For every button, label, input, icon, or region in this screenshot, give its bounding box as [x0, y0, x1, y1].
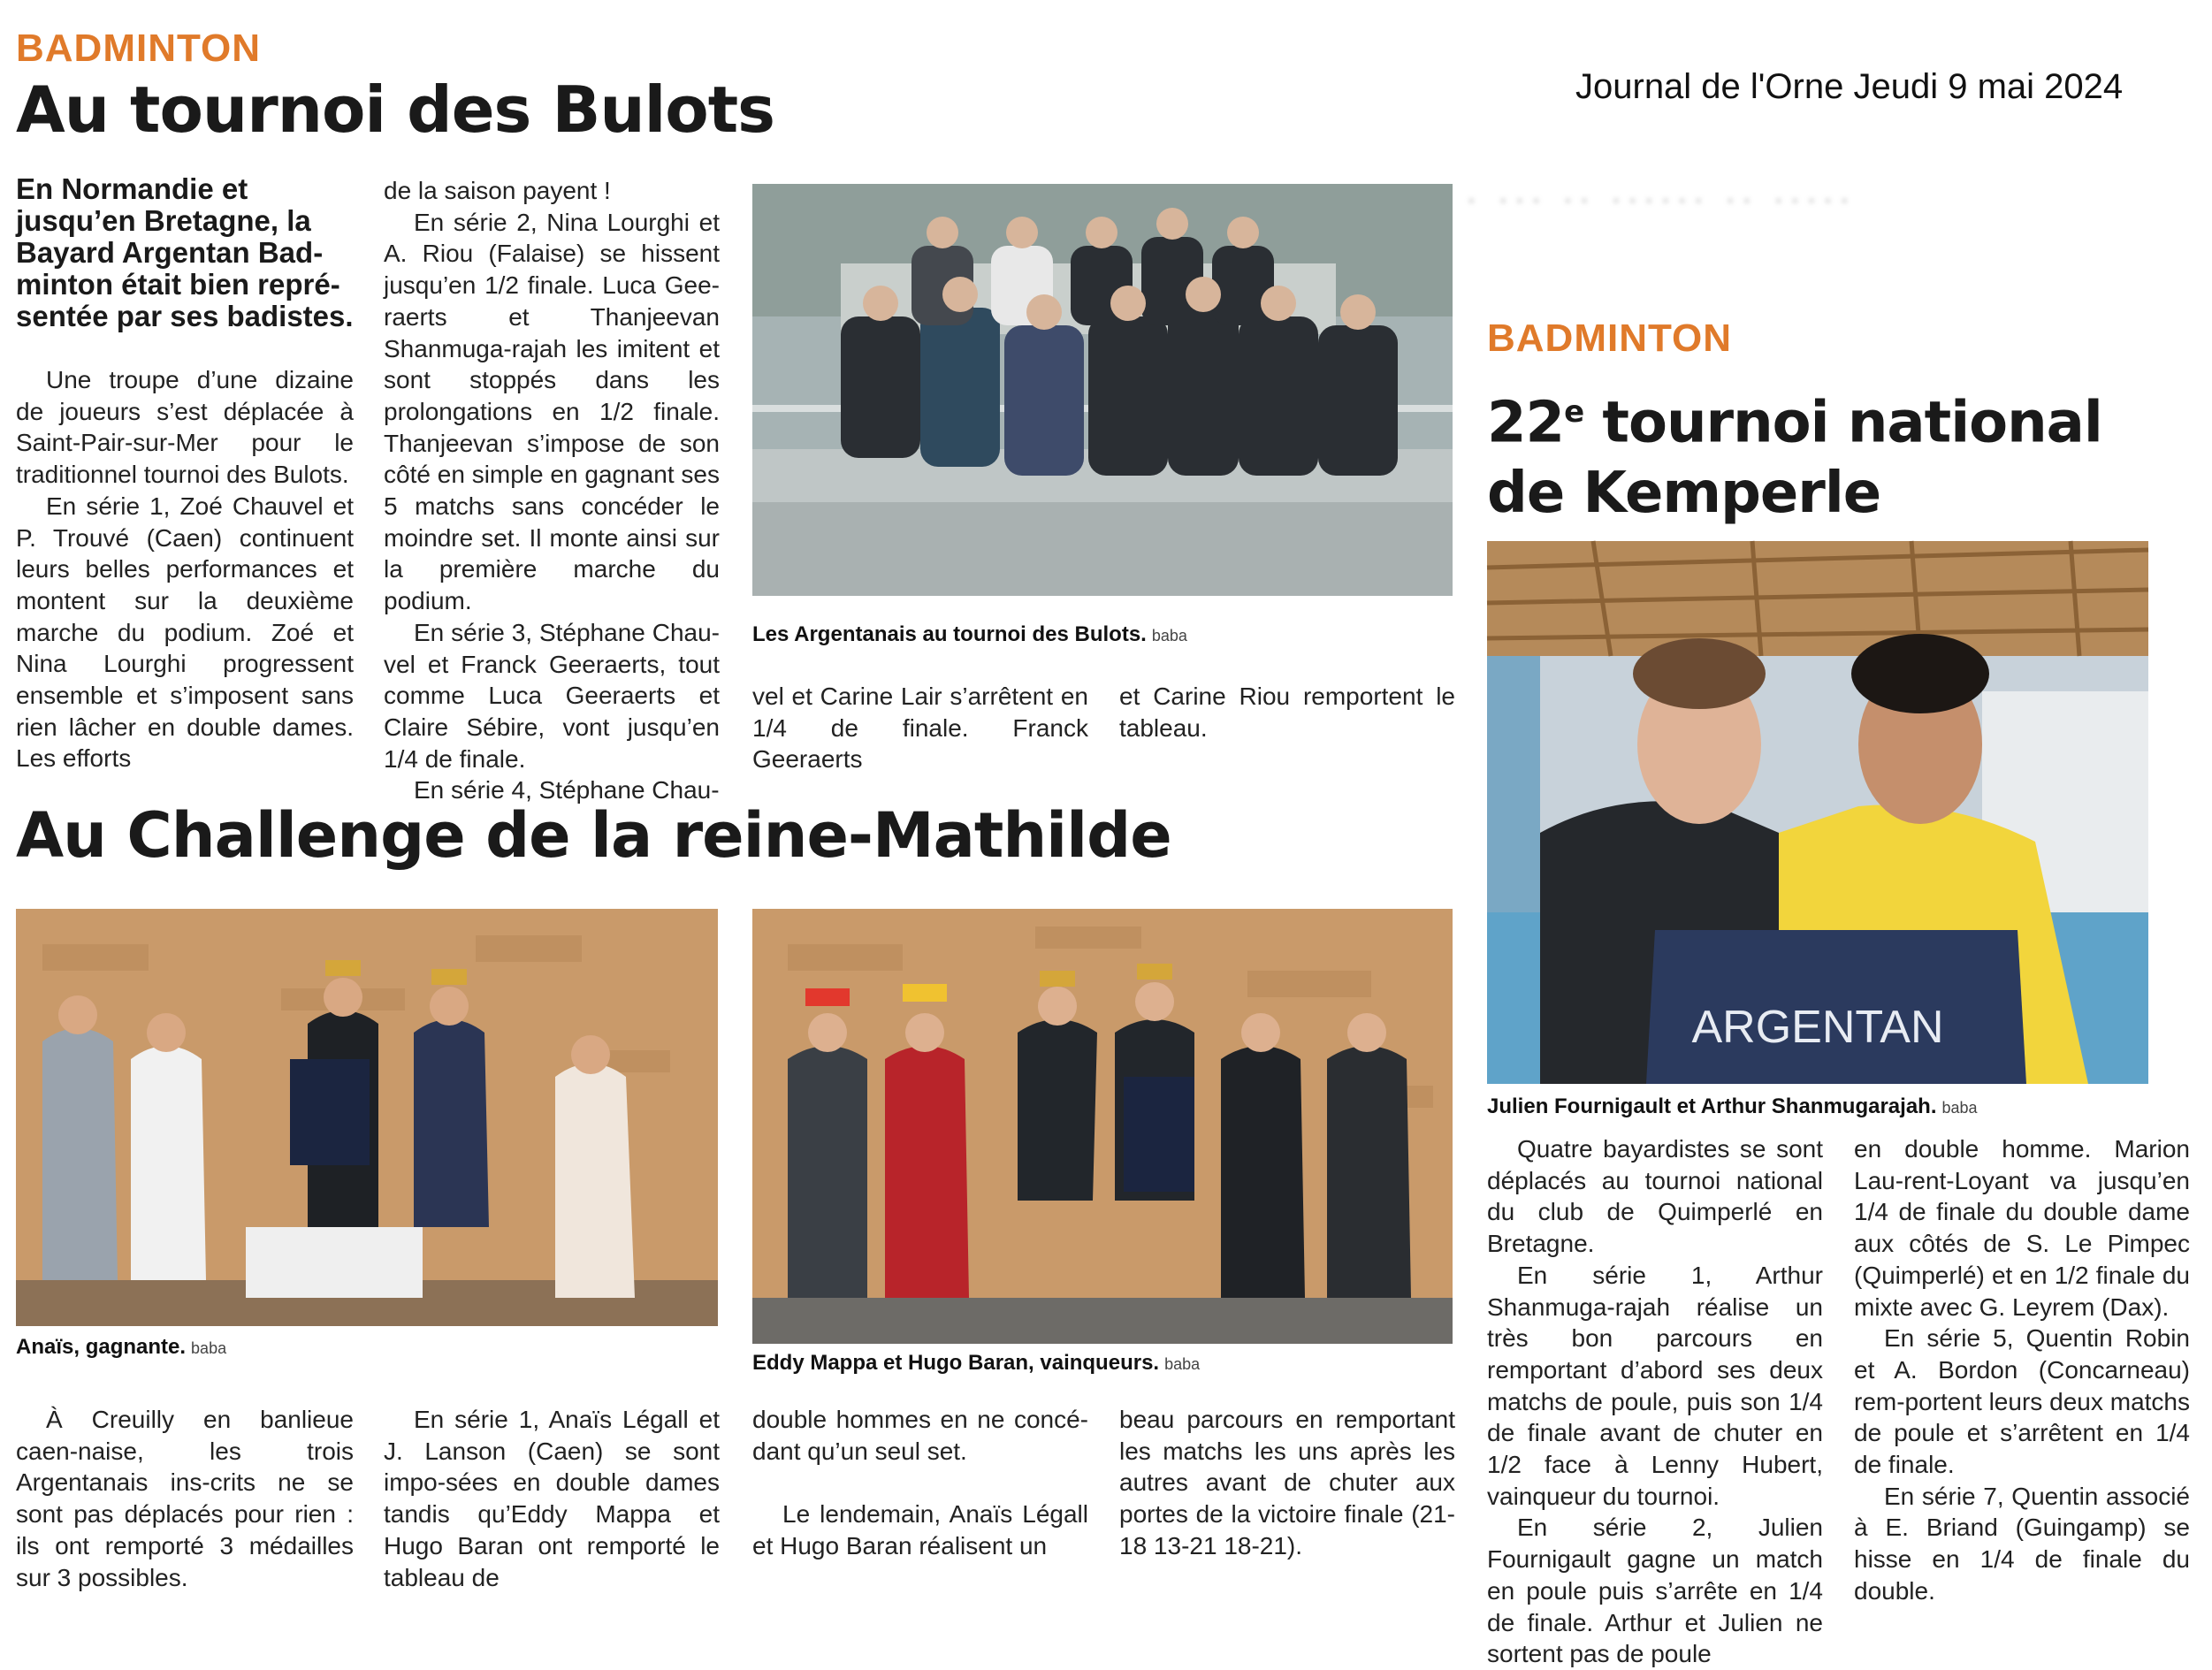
photo-eddy-hugo — [752, 909, 1453, 1344]
paragraph: À Creuilly en banlieue caen-naise, les trois Argentanais ins-crits ne se sont pas déplacés pour rien : ils ont remporté 3 médailles sur 3 possibles. — [16, 1406, 354, 1591]
caption-text: Julien Fournigault et Arthur Shanmugarajah. — [1487, 1094, 1937, 1118]
blurred-text: · ··· ·· ······ ·· ····· — [1468, 186, 1857, 212]
photo-caption — [752, 1351, 1200, 1376]
shirt-lettering: ARGENTAN — [1691, 1002, 1944, 1053]
photo-credit: baba — [1151, 627, 1187, 644]
paragraph: En série 2, Julien Fournigault gagne un match en poule puis s’arrête en 1/4 de finale. Arthur et Julien ne sortent pas de poule — [1487, 1514, 1823, 1668]
photo-credit: baba — [1164, 1355, 1201, 1373]
group-photo-bulots — [752, 184, 1453, 596]
paragraph: et Carine Riou remportent le tableau. — [1119, 682, 1455, 742]
paragraph: En série 7, Quentin associé à E. Briand (Guingamp) se hisse en 1/4 de finale du double. — [1854, 1482, 2190, 1605]
article-column-4 — [1119, 681, 1455, 743]
article-column-1 — [16, 1404, 354, 1593]
photo-caption — [16, 1335, 226, 1360]
article-column-2 — [1854, 1133, 2190, 1607]
paragraph: beau parcours en remportant les matchs les uns après les autres avant de chuter aux portes de la victoire finale (21-18 13-21 18-21). — [1119, 1406, 1455, 1559]
paragraph: en double homme. Marion Lau-rent-Loyant va jusqu’en 1/4 de finale du double dame aux côtés de S. Le Pimpec (Quimperlé) et en 1/2 finale du mixte avec G. Leyrem (Dax). — [1854, 1135, 2190, 1321]
paragraph: En série 1, Arthur Shanmuga-rajah réalise un très bon parcours en remportant d’abord ses deux matchs de poule, puis son 1/4 de finale avant de chuter en 1/2 face à Lenny Hubert, vainqueur du tournoi. — [1487, 1261, 1823, 1510]
photo-caption — [1487, 1094, 1978, 1119]
headline-text: tournoi national — [1583, 390, 2102, 456]
article-column-1 — [16, 364, 354, 774]
article-headline: Au Challenge de la reine-Mathilde — [16, 799, 1171, 872]
section-kicker: BADMINTON — [1487, 316, 1733, 360]
paragraph: Une troupe d’une dizaine de joueurs s’est déplacée à Saint-Pair-sur-Mer pour le traditionnel tournoi des Bulots. — [16, 366, 354, 489]
article-lead: En Normandie et jusqu’en Bretagne, la Bayard Argentan Bad-minton était bien repré-sentée par ses badistes. — [16, 172, 354, 332]
paragraph: de la saison payent ! — [384, 177, 611, 204]
article-column-1 — [1487, 1133, 1823, 1670]
article-column-2 — [384, 175, 720, 806]
headline-superscript: e — [1564, 394, 1584, 430]
paragraph: En série 1, Zoé Chauvel et P. Trouvé (Caen) continuent leurs belles performances et montent sur la deuxième marche du podium. Zoé et Nina Lourghi progressent ensemble et s’imposent sans rien lâcher en double dames. Les efforts — [16, 492, 354, 773]
paragraph: En série 2, Nina Lourghi et A. Riou (Falaise) se hissent jusqu’en 1/2 finale. Luca Gee-raerts et Thanjeevan Shanmuga-rajah les imitent et sont stoppés dans les prolongations en 1/2 finale. Thanjeevan s’impose de son côté en simple en gagnant ses 5 matchs sans concéder le moindre set. Il monte ainsi sur la première marche du podium. — [384, 208, 720, 615]
article-headline: Au tournoi des Bulots — [16, 72, 775, 147]
caption-text: Anaïs, gagnante. — [16, 1335, 187, 1359]
publication-dateline: Journal de l'Orne Jeudi 9 mai 2024 — [1575, 67, 2124, 106]
paragraph: En série 4, Stéphane Chau- — [414, 776, 720, 804]
photo-caption — [752, 622, 1187, 647]
article-headline — [1487, 377, 2102, 529]
headline-line-2: de Kemperle — [1487, 461, 1881, 527]
article-column-4 — [1119, 1404, 1455, 1562]
photo-credit: baba — [1941, 1099, 1978, 1117]
headline-number: 22 — [1487, 390, 1565, 456]
caption-text: Eddy Mappa et Hugo Baran, vainqueurs. — [752, 1351, 1160, 1375]
photo-kemperle — [1487, 541, 2148, 1084]
article-column-3 — [752, 681, 1088, 775]
photo-anais — [16, 909, 718, 1326]
paragraph: En série 3, Stéphane Chau-vel et Franck Geeraerts, tout comme Luca Geeraerts et Claire Sébire, vont jusqu’en 1/4 de finale. — [384, 618, 720, 773]
photo-credit: baba — [191, 1339, 227, 1357]
section-kicker: BADMINTON — [16, 27, 262, 70]
caption-text: Les Argentanais au tournoi des Bulots. — [752, 622, 1147, 646]
headline-line-1 — [1487, 377, 2102, 458]
paragraph: En série 5, Quentin Robin et A. Bordon (Concarneau) rem-portent leurs deux matchs de poule et s’arrêtent en 1/4 de finale. — [1854, 1324, 2190, 1479]
paragraph: vel et Carine Lair s’arrêtent en 1/4 de finale. Franck Geeraerts — [752, 682, 1088, 774]
paragraph: En série 1, Anaïs Légall et J. Lanson (Caen) se sont impo-sées en double dames tandis qu’Eddy Mappa et Hugo Baran ont remporté le tableau de — [384, 1406, 720, 1591]
paragraph: Le lendemain, Anaïs Légall et Hugo Baran réalisent un — [752, 1500, 1088, 1560]
paragraph: Quatre bayardistes se sont déplacés au tournoi national du club de Quimperlé en Bretagne. — [1487, 1135, 1823, 1258]
paragraph: double hommes en ne concé-dant qu’un seul set. — [752, 1406, 1088, 1465]
article-column-2 — [384, 1404, 720, 1593]
article-column-3 — [752, 1404, 1088, 1562]
